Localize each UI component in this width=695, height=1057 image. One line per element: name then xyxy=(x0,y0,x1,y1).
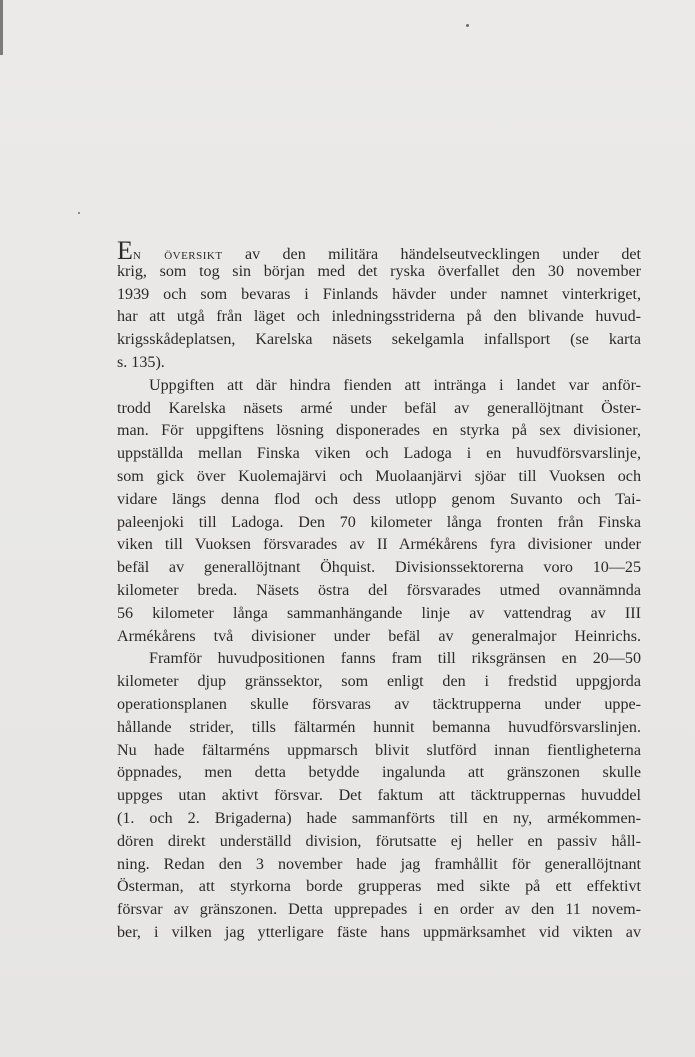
text-line xyxy=(117,236,641,265)
text-line: öppnades, men detta betydde ingalunda att gränszonen skulle xyxy=(117,764,641,782)
opening-smallcaps: n översikt xyxy=(132,246,223,263)
paragraph-2 xyxy=(117,375,641,649)
text-line: 56 kilometer långa sammanhängande linje av vattendrag av III xyxy=(117,604,641,622)
body-text xyxy=(117,238,641,945)
text-line: s. 135). xyxy=(117,353,165,371)
text-line: vidare längs denna flod och dess utlopp genom Suvanto och Tai- xyxy=(117,490,641,508)
paragraph-3 xyxy=(117,648,641,944)
text-line: Nu hade fältarméns uppmarsch blivit slutförd innan fientligheterna xyxy=(117,741,641,759)
text-line: ning. Redan den 3 november hade jag framhållit för generallöjtnant xyxy=(117,855,641,873)
text-line: viken till Vuoksen försvarades av II Armékårens fyra divisioner under xyxy=(117,536,641,554)
text-line: (1. och 2. Brigaderna) hade sammanförts till en ny, armékommen- xyxy=(117,809,641,827)
text-line: Österman, att styrkorna borde grupperas med sikte på ett effektivt xyxy=(117,878,641,896)
text-line: försvar av gränszonen. Detta upprepades i en order av den 11 novem- xyxy=(117,901,641,919)
text-line: operationsplanen skulle försvaras av täcktrupperna under uppe- xyxy=(117,695,641,713)
text-line: Framför huvudpositionen fanns fram till riksgränsen en 20—50 xyxy=(149,650,641,668)
text-line: krig, som tog sin början med det ryska överfallet den 30 november xyxy=(117,262,641,280)
line-text: av den militära händelseutvecklingen under det xyxy=(222,246,641,263)
text-line: krigsskådeplatsen, Karelska näsets sekelgamla infallsport (se karta xyxy=(117,331,641,349)
text-line: som gick över Kuolemajärvi och Muolaanjärvi sjöar till Vuoksen och xyxy=(117,467,641,485)
initial-letter: E xyxy=(117,236,133,265)
page-edge-shadow xyxy=(0,0,3,55)
text-line: 1939 och som bevaras i Finlands hävder under namnet vinterkriget, xyxy=(117,285,641,303)
text-line: kilometer djup gränssektor, som enligt den i fredstid uppgjorda xyxy=(117,673,641,691)
text-line: uppges utan aktivt försvar. Det faktum att täcktruppernas huvuddel xyxy=(117,787,641,805)
text-line: Armékårens två divisioner under befäl av generalmajor Heinrichs. xyxy=(117,627,641,645)
text-line: befäl av generallöjtnant Öhquist. Divisionssektorerna voro 10—25 xyxy=(117,559,641,577)
text-line: kilometer breda. Näsets östra del försvarades utmed ovannämnda xyxy=(117,581,641,599)
text-line: paleenjoki till Ladoga. Den 70 kilometer långa fronten från Finska xyxy=(117,513,641,531)
text-line: Uppgiften att där hindra fienden att intränga i landet var anför- xyxy=(149,376,641,394)
text-line: dören direkt underställd division, förutsatte ej heller en passiv håll- xyxy=(117,832,641,850)
text-line: uppställda mellan Finska viken och Ladoga i en huvudförsvarslinje, xyxy=(117,445,641,463)
print-speck xyxy=(78,212,80,214)
text-line: har att utgå från läget och inledningsstriderna på den blivande huvud- xyxy=(117,308,641,326)
paragraph-1 xyxy=(117,238,641,375)
text-line: man. För uppgiftens lösning disponerades en styrka på sex divisioner, xyxy=(117,422,641,440)
text-line: trodd Karelska näsets armé under befäl av generallöjtnant Öster- xyxy=(117,399,641,417)
print-speck xyxy=(466,24,469,27)
text-line: hållande strider, tills fältarmén hunnit bemanna huvudförsvarslinjen. xyxy=(117,718,641,736)
text-line: ber, i vilken jag ytterligare fäste hans uppmärksamhet vid vikten av xyxy=(117,923,641,941)
